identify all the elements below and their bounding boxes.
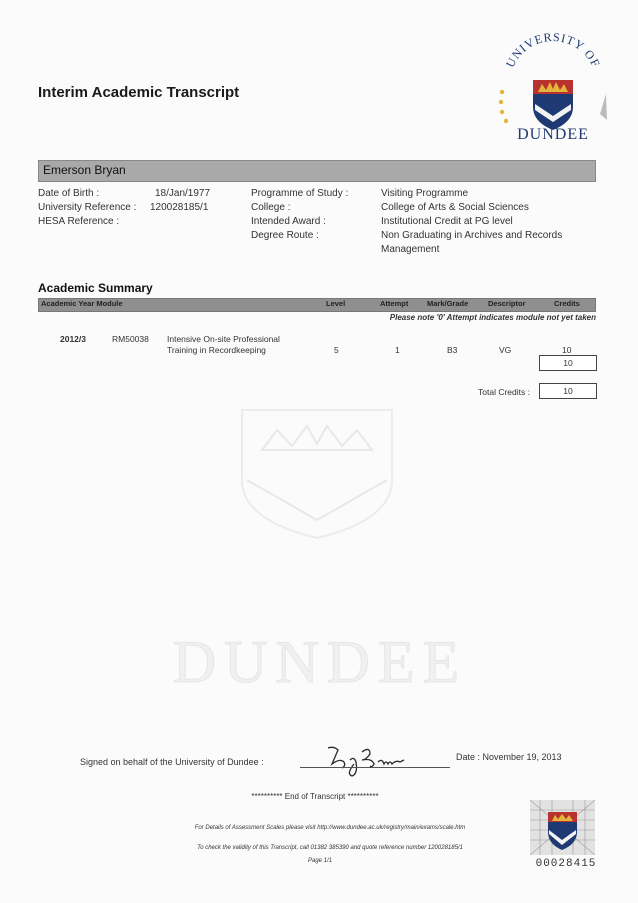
- document-serial-number: 00028415: [535, 858, 597, 870]
- intended-award-label: Intended Award :: [251, 216, 326, 227]
- degree-route-value-line2: Management: [381, 244, 440, 255]
- logo-arc-text: UNIVERSITY OF: [502, 29, 604, 70]
- row-module-title-line1: Intensive On-site Professional: [167, 334, 280, 344]
- row-module-code: RM50038: [112, 334, 149, 344]
- col-year-module: Academic Year Module: [41, 299, 123, 308]
- watermark-text: DUNDEE: [172, 629, 468, 695]
- row-grade: B3: [447, 345, 458, 355]
- attempt-note: Please note '0' Attempt indicates module not yet taken: [389, 313, 596, 322]
- row-year: 2012/3: [60, 334, 86, 344]
- signature-date: Date : November 19, 2013: [456, 752, 562, 762]
- signature-image: [300, 738, 440, 778]
- page-number: Page 1/1: [307, 858, 333, 864]
- signature-line: [300, 767, 450, 768]
- assessment-scales-text: For Details of Assessment Scales please visit http://www.dundee.ac.uk/registry/main/exams/scale.htm: [194, 825, 466, 831]
- university-reference-value: 120028185/1: [150, 202, 209, 213]
- row-module-title-line2: Training in Recordkeeping: [167, 345, 266, 355]
- degree-route-label: Degree Route :: [251, 230, 319, 241]
- watermark-crest: [232, 400, 402, 540]
- programme-value: Visiting Programme: [381, 188, 469, 199]
- signed-on-behalf-text: Signed on behalf of the University of Dundee :: [80, 757, 264, 767]
- validity-check-text: To check the validity of this Transcript, call 01382 385390 and quote reference number 120028185/1: [197, 845, 463, 851]
- col-level: Level: [326, 299, 346, 308]
- total-credits-box: 10: [539, 383, 597, 399]
- student-name: Emerson Bryan: [43, 163, 126, 177]
- col-mark-grade: Mark/Grade: [427, 299, 469, 308]
- programme-label: Programme of Study :: [251, 188, 349, 199]
- col-attempt: Attempt: [380, 299, 409, 308]
- security-hologram-crest: [530, 800, 595, 855]
- college-label: College :: [251, 202, 291, 213]
- dob-value: 18/Jan/1977: [155, 188, 211, 199]
- university-reference-label: University Reference :: [38, 202, 137, 213]
- dob-label: Date of Birth :: [38, 188, 100, 199]
- intended-award-value: Institutional Credit at PG level: [381, 216, 513, 227]
- col-descriptor: Descriptor: [488, 299, 526, 308]
- row-level: 5: [334, 345, 339, 355]
- college-value: College of Arts & Social Sciences: [381, 202, 529, 213]
- col-credits: Credits: [554, 299, 580, 308]
- total-credits-label: Total Credits :: [478, 387, 530, 397]
- logo-wordmark: DUNDEE: [517, 126, 589, 143]
- academic-summary-heading: Academic Summary: [38, 281, 153, 295]
- end-of-transcript: ********** End of Transcript **********: [251, 792, 379, 801]
- student-name-bar: [38, 160, 596, 182]
- row-credits: 10: [562, 345, 572, 355]
- degree-route-value-line1: Non Graduating in Archives and Records: [381, 230, 563, 241]
- page-title: Interim Academic Transcript: [38, 84, 240, 101]
- hesa-reference-label: HESA Reference :: [38, 216, 120, 227]
- row-attempt: 1: [395, 345, 400, 355]
- year-credit-total-box: 10: [539, 355, 597, 371]
- svg-text:UNIVERSITY OF: [503, 30, 603, 70]
- row-descriptor: VG: [499, 345, 512, 355]
